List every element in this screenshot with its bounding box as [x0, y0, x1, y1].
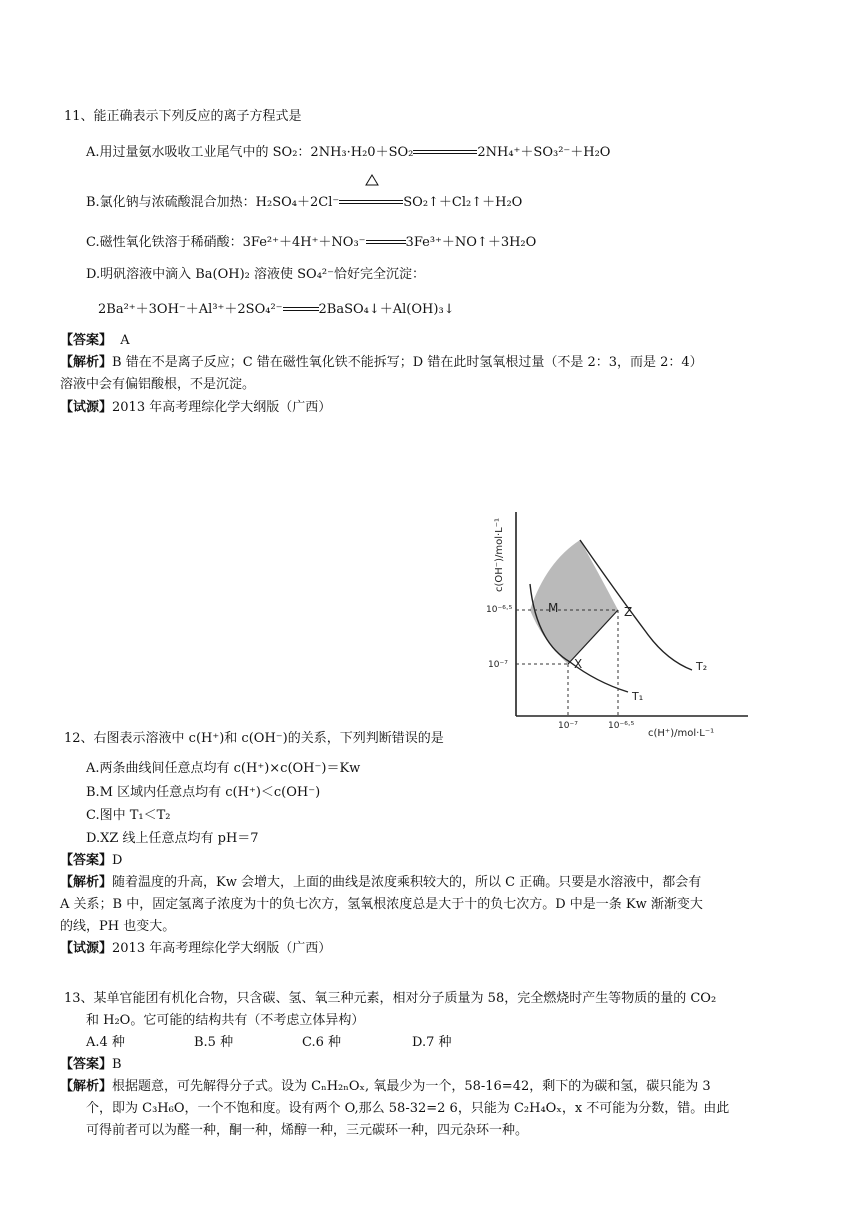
q12-analysis-line3: 的线，PH 也变大。	[60, 919, 176, 934]
analysis-tag: 【解析】	[60, 875, 113, 890]
equals-arrow	[413, 144, 477, 158]
q11-stem: 11、能正确表示下列反应的离子方程式是	[64, 109, 302, 124]
label-x: X	[574, 657, 583, 671]
q11-analysis-line2: 溶液中会有偏铝酸根，不是沉淀。	[60, 377, 256, 392]
q11-option-d-lhs: 2Ba²⁺＋3OH⁻＋Al³⁺＋2SO₄²⁻	[98, 302, 283, 317]
analysis-text: 根据题意，可先解得分子式。设为 CₙH₂ₙOₓ, 氧最少为一个，58-16=42，剩下的为碳和氢，碳只能为 3	[112, 1079, 711, 1094]
y-tick-high: 10⁻⁶·⁵	[486, 605, 513, 615]
analysis-tag: 【解析】	[60, 355, 113, 370]
equals-arrow	[283, 301, 319, 315]
source-text: 2013 年高考理综化学大纲版（广西）	[112, 941, 332, 956]
q11-option-a-rhs: 2NH₄⁺＋SO₃²⁻＋H₂O	[477, 145, 611, 160]
answer-tag: 【答案】	[60, 853, 113, 868]
q13-analysis-line2: 个，即为 C₃H₆O，一个不饱和度。设有两个 O,那么 58-32=2 6，只能为 C₂H₄Oₓ，x 不可能为分数，错。由此	[86, 1101, 730, 1116]
q11-option-d: D.明矾溶液中滴入 Ba(OH)₂ 溶液使 SO₄²⁻恰好完全沉淀：	[86, 267, 425, 282]
x-tick-high: 10⁻⁶·⁵	[608, 721, 635, 731]
q13-analysis-line3: 可得前者可以为醛一种，酮一种，烯醇一种，三元碳环一种，四元杂环一种。	[86, 1123, 529, 1138]
q13-option-d: D.7 种	[412, 1035, 452, 1050]
q12-option-d: D.XZ 线上任意点均有 pH＝7	[86, 831, 259, 846]
label-z: Z	[624, 605, 633, 619]
q13-option-a: A.4 种	[86, 1035, 125, 1050]
q11-option-c	[86, 234, 536, 252]
q13-answer	[60, 1056, 122, 1074]
answer-value: D	[112, 853, 123, 868]
answer-tag: 【答案】	[60, 1057, 113, 1072]
q12-answer	[60, 852, 122, 870]
q13-stem-line1: 13、某单官能团有机化合物，只含碳、氢、氧三种元素，相对分子质量为 58，完全燃烧时产生等物质的量的 CO₂	[64, 991, 717, 1006]
q11-answer	[60, 332, 130, 350]
q11-option-b	[86, 194, 522, 212]
q12-analysis-line2: A 关系；B 中，固定氢离子浓度为十的负七次方，氢氧根浓度总是大于十的负七次方。D 中是一条 Kw 渐渐变大	[60, 897, 703, 912]
answer-value: B	[112, 1057, 122, 1072]
x-tick-low: 10⁻⁷	[558, 721, 578, 731]
equals-arrow	[366, 234, 406, 248]
analysis-tag: 【解析】	[60, 1079, 113, 1094]
q11-option-b-lhs: B.氯化钠与浓硫酸混合加热：H₂SO₄＋2Cl⁻	[86, 195, 340, 210]
heating-arrow	[339, 194, 403, 208]
q11-analysis-line1	[60, 354, 703, 372]
q12-source	[60, 940, 331, 958]
source-tag: 【试源】	[60, 941, 113, 956]
q11-option-a	[86, 144, 610, 162]
q12-option-a: A.两条曲线间任意点均有 c(H⁺)×c(OH⁻)＝Kw	[86, 761, 361, 776]
analysis-text: B 错在不是离子反应；C 错在磁性氧化铁不能拆写；D 错在此时氢氧根过量（不是 2：3，而是 2：4）	[112, 355, 703, 370]
source-text: 2013 年高考理综化学大纲版（广西）	[112, 400, 332, 415]
label-m: M	[548, 601, 559, 615]
q11-option-b-rhs: SO₂↑＋Cl₂↑＋H₂O	[403, 195, 523, 210]
m-region	[530, 540, 618, 664]
q11-option-d-equation	[98, 301, 455, 319]
y-tick-low: 10⁻⁷	[488, 660, 508, 670]
x-axis-label: c(H⁺)/mol·L⁻¹	[648, 728, 715, 739]
q12-option-b: B.M 区域内任意点均有 c(H⁺)＜c(OH⁻)	[86, 785, 321, 800]
q12-option-c: C.图中 T₁＜T₂	[86, 808, 171, 823]
q11-source	[60, 399, 331, 417]
q13-option-b: B.5 种	[194, 1035, 234, 1050]
analysis-text: 随着温度的升高，Kw 会增大，上面的曲线是浓度乘积较大的，所以 C 正确。只要是水溶液中，都会有	[112, 875, 702, 890]
q11-option-c-rhs: 3Fe³⁺＋NO↑＋3H₂O	[405, 235, 537, 250]
q12-analysis-line1	[60, 874, 701, 892]
q13-option-c: C.6 种	[302, 1035, 342, 1050]
source-tag: 【试源】	[60, 400, 113, 415]
kw-temperature-figure	[486, 492, 766, 750]
y-axis-label: c(OH⁻)/mol·L⁻¹	[494, 517, 505, 592]
q12-stem: 12、右图表示溶液中 c(H⁺)和 c(OH⁻)的关系，下列判断错误的是	[64, 731, 444, 746]
q11-option-a-lhs: A.用过量氨水吸收工业尾气中的 SO₂：2NH₃·H₂0＋SO₂	[86, 145, 414, 160]
q13-analysis-line1	[60, 1078, 711, 1096]
q11-option-c-lhs: C.磁性氧化铁溶于稀硝酸：3Fe²⁺＋4H⁺＋NO₃⁻	[86, 235, 366, 250]
answer-value: A	[120, 333, 130, 348]
label-t1: T₁	[632, 690, 644, 703]
q11-option-d-rhs: 2BaSO₄↓＋Al(OH)₃↓	[318, 302, 455, 317]
q13-stem-line2: 和 H₂O。它可能的结构共有（不考虑立体异构）	[86, 1013, 365, 1028]
heat-triangle-icon	[365, 174, 379, 186]
answer-tag: 【答案】	[60, 333, 113, 348]
label-t2: T₂	[696, 660, 708, 673]
